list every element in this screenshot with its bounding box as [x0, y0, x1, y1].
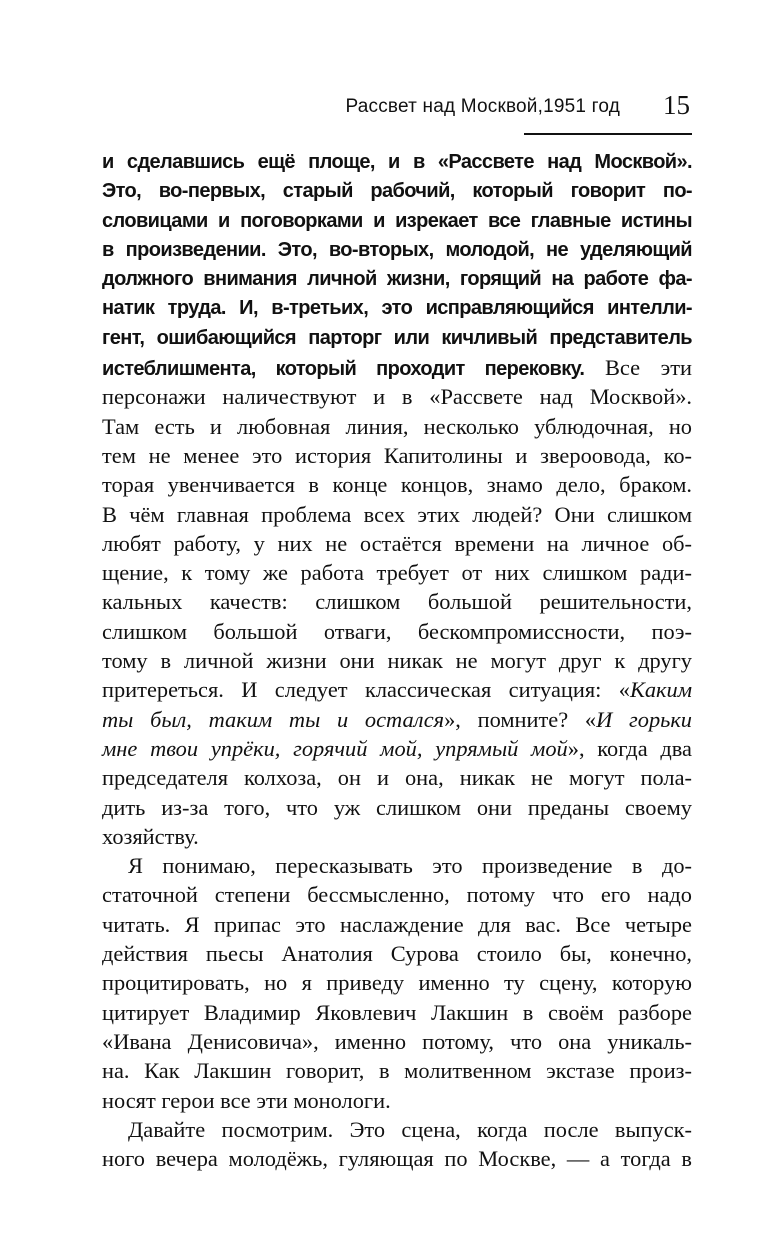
text-line: в произведении. Это, во-вторых, молодой, не уделяющий	[102, 238, 692, 261]
text-line: дить из-за того, что уж слишком они преданы своему	[102, 794, 692, 820]
text-run: И горьки	[596, 706, 693, 732]
text-line: ного вечера молодёжь, гуляющая по Москве, — а тогда в	[102, 1146, 692, 1172]
text-line: словицами и поговорками и изрекает все главные истины	[102, 209, 692, 232]
text-run: », когда два	[567, 735, 692, 761]
text-run: притереться. И следует классическая ситуация: «	[102, 677, 630, 703]
text-run: », помните? «	[444, 706, 597, 732]
text-line	[102, 675, 692, 704]
text-line: натик труда. И, в-третьих, это исправляющийся интелли-	[102, 297, 692, 320]
text-line: Там есть и любовная линия, несколько ублюдочная, но	[102, 413, 692, 439]
text-line: на. Как Лакшин говорит, в молитвенном экстазе произ-	[102, 1058, 692, 1084]
text-line: хозяйству.	[102, 823, 199, 849]
text-line: Это, во-первых, старый рабочий, который говорит по-	[102, 180, 692, 203]
text-line: статочной степени бессмысленно, потому что его надо	[102, 882, 692, 908]
text-run: Каким	[629, 677, 692, 703]
text-line: процитировать, но я приведу именно ту сцену, которую	[102, 970, 692, 996]
text-line: Я понимаю, пересказывать это произведение в до-	[128, 853, 692, 879]
text-line: Давайте посмотрим. Это сцена, когда после выпуск-	[128, 1116, 692, 1142]
paragraph	[102, 1115, 692, 1174]
running-head: Рассвет над Москвой,1951 год	[345, 96, 620, 117]
page-number: 15	[663, 90, 690, 120]
paragraph	[102, 148, 692, 851]
text-line: В чём главная проблема всех этих людей? Они слишком	[102, 501, 692, 527]
text-line: читать. Я припас это наслаждение для вас. Все четыре	[102, 911, 692, 937]
text-line: и сделавшись ещё площе, и в «Рассвете над Москвой».	[102, 151, 692, 173]
text-line	[102, 734, 692, 763]
text-line: тому в личной жизни они никак не могут друг к другу	[102, 648, 692, 674]
text-line: действия пьесы Анатолия Сурова стоило бы, конечно,	[102, 941, 692, 967]
text-run: ты был, таким ты и остался	[102, 706, 445, 732]
page-header	[100, 92, 690, 126]
text-line: торая увенчивается в конце концов, знамо дело, браком.	[102, 472, 692, 498]
text-run: Все эти	[584, 355, 692, 381]
text-line: носят герои все эти монологи.	[102, 1087, 391, 1113]
text-run: истеблишмента, который проходит перековку.	[102, 358, 585, 381]
text-line	[102, 353, 692, 382]
text-line: должного внимания личной жизни, горящий на работе фа-	[102, 268, 692, 291]
text-line: кальных качеств: слишком большой решительности,	[102, 589, 692, 615]
text-run: мне твои упрёки, горячий мой, упрямый мой	[102, 735, 568, 761]
text-line: гент, ошибающийся парторг или кичливый представитель	[102, 326, 692, 349]
text-line: слишком большой отваги, бескомпромиссности, поэ-	[102, 618, 692, 644]
text-line: председателя колхоза, он и она, никак не могут пола-	[102, 765, 692, 791]
text-line: «Ивана Денисовича», именно потому, что она уникаль-	[102, 1028, 692, 1054]
paragraph	[102, 851, 692, 1115]
body-text	[102, 148, 692, 1173]
header-rule	[524, 133, 692, 135]
text-line: щение, к тому же работа требует от них слишком ради-	[102, 560, 692, 586]
text-line	[102, 705, 692, 734]
text-line: любят работу, у них не остаётся времени на личное об-	[102, 530, 692, 556]
text-line: тем не менее это история Капитолины и звероовода, ко-	[102, 442, 692, 468]
text-line: персонажи наличествуют и в «Рассвете над Москвой».	[102, 384, 692, 410]
text-line: цитирует Владимир Яковлевич Лакшин в своём разборе	[102, 999, 692, 1025]
